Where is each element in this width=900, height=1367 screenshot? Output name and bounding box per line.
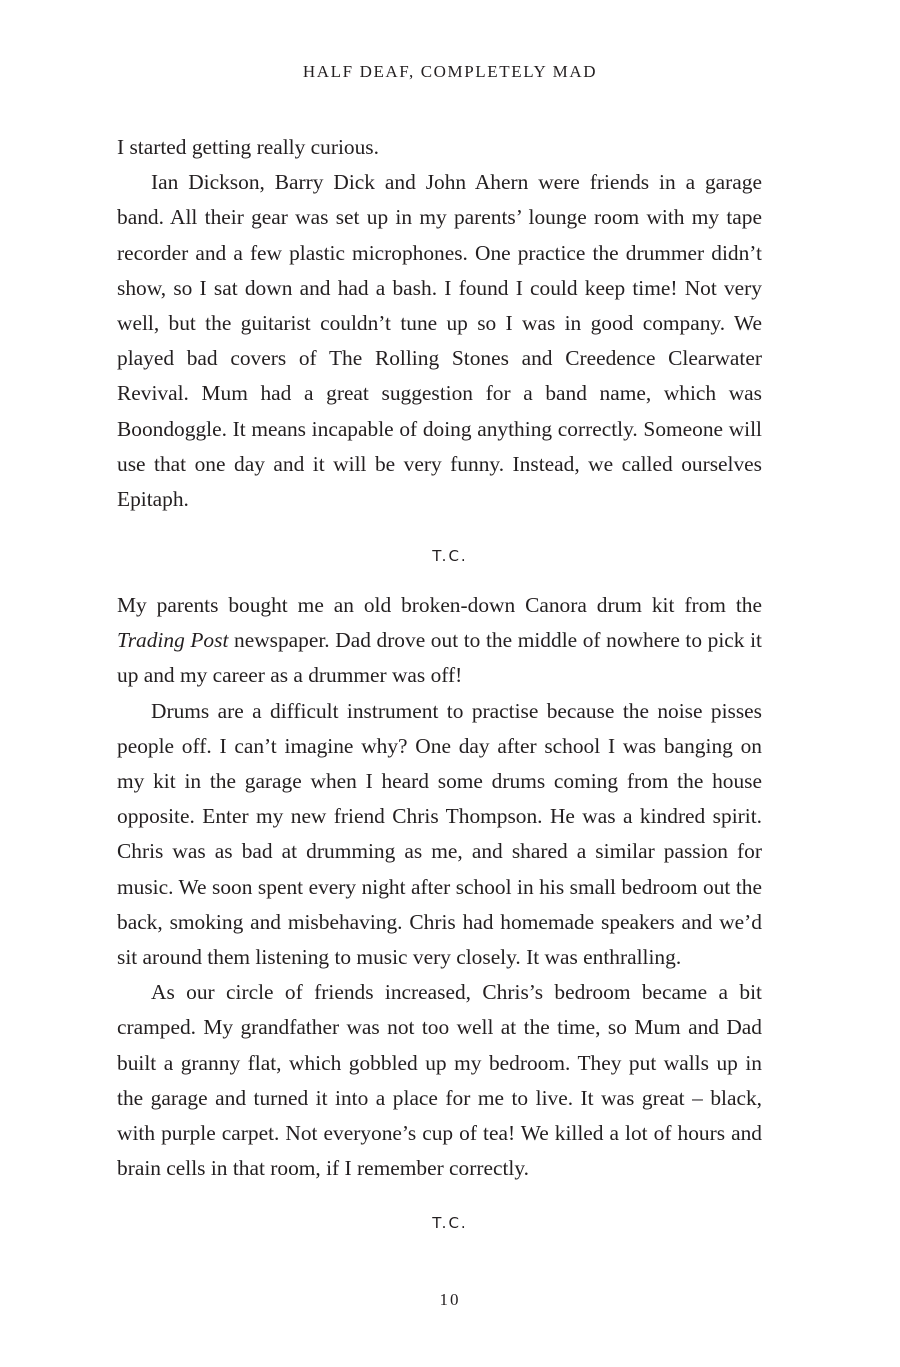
- paragraph: [117, 588, 762, 694]
- publication-title: Trading Post: [117, 628, 229, 653]
- section-separator: T.C.: [432, 1214, 468, 1232]
- paragraph: I started getting really curious.: [117, 135, 379, 159]
- paragraph-text: newspaper. Dad drove out to the middle of nowhere to pick it up and my career as a drummer was off!: [117, 628, 762, 688]
- paragraph-text: My parents bought me an old broken-down Canora drum kit from the: [117, 593, 762, 617]
- paragraph: As our circle of friends increased, Chris’s bedroom became a bit cramped. My grandfather was not too well at the time, so Mum and Dad built a granny flat, which gobbled up my bedroom. They put walls up in the garage and turned it into a place for me to live. It was great – black, with purple carpet. Not everyone’s cup of tea! We killed a lot of hours and brain cells in that room, if I remember correctly.: [117, 980, 762, 1181]
- text-block-2: [117, 588, 762, 1186]
- section-separator: T.C.: [432, 547, 468, 565]
- text-block-1: [117, 130, 762, 517]
- paragraph: Drums are a difficult instrument to practise because the noise pisses people off. I can’t imagine why? One day after school I was banging on my kit in the garage when I heard some drums coming from the house opposite. Enter my new friend Chris Thompson. He was a kindred spirit. Chris was as bad at drumming as me, and shared a similar passion for music. We soon spent every night after school in his small bedroom out the back, smoking and misbehaving. Chris had homemade speakers and we’d sit around them listening to music very closely. It was enthralling.: [117, 698, 762, 970]
- page-number: 10: [439, 1290, 461, 1309]
- running-head: HALF DEAF, COMPLETELY MAD: [302, 62, 598, 81]
- paragraph: Ian Dickson, Barry Dick and John Ahern were friends in a garage band. All their gear was set up in my parents’ lounge room with my tape recorder and a few plastic microphones. One practice the drummer didn’t show, so I sat down and had a bash. I found I could keep time! Not very well, but the guitarist couldn’t tune up so I was in good company. We played bad covers of The Rolling Stones and Creedence Clearwater Revival. Mum had a great suggestion for a band name, which was Boondoggle. It means incapable of doing anything correctly. Someone will use that one day and it will be very funny. Instead, we called ourselves Epitaph.: [117, 170, 762, 512]
